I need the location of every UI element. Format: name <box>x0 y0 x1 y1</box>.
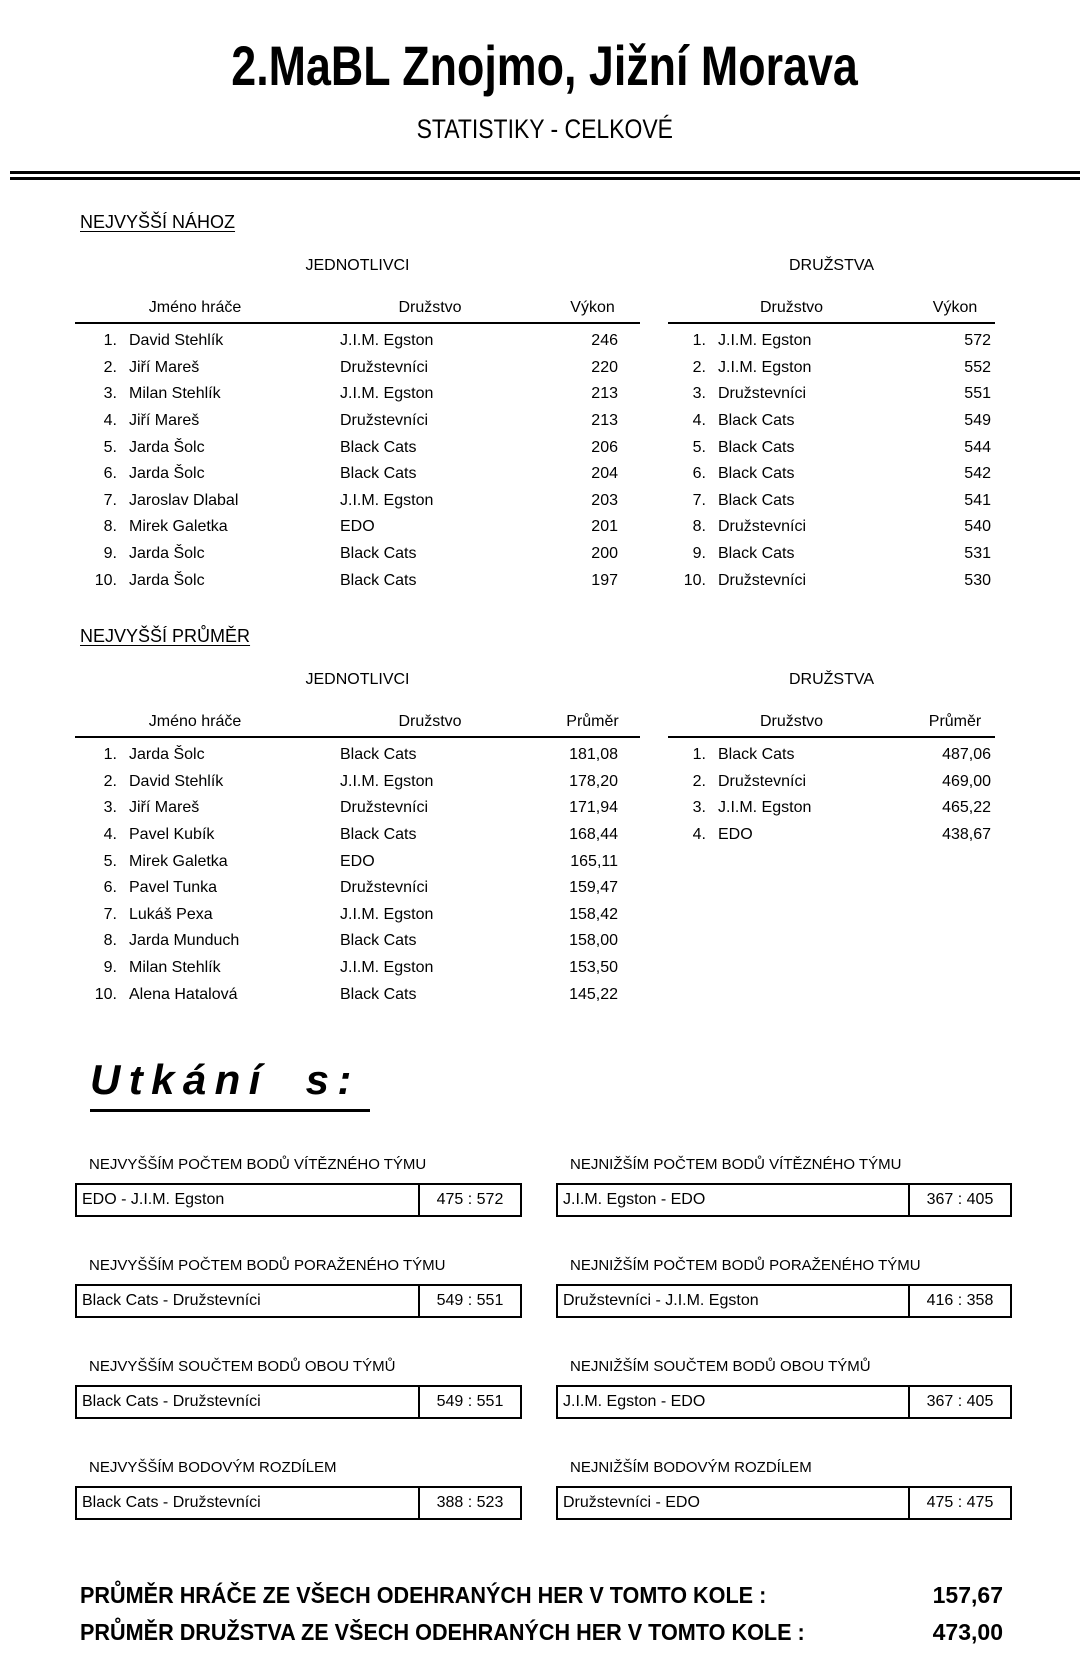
team-value: 549 <box>964 412 991 430</box>
player-value: 158,00 <box>569 932 618 950</box>
summary-label: PRŮMĚR DRUŽSTVA ZE VŠECH ODEHRANÝCH HER V TOMTO KOLE : <box>80 1619 805 1646</box>
team-name: J.I.M. Egston <box>718 332 812 350</box>
player-rank: 10. <box>94 571 117 589</box>
player-row <box>75 328 640 355</box>
team-name: J.I.M. Egston <box>718 358 812 376</box>
match-record <box>75 1156 522 1217</box>
player-rank: 2. <box>103 358 117 376</box>
player-team: Družstevníci <box>340 412 429 430</box>
match-category-label: NEJNIŽŠÍM SOUČTEM BODŮ OBOU TÝMŮ <box>570 1357 871 1375</box>
individuals-table-header <box>75 713 640 738</box>
player-team: Black Cats <box>340 932 417 950</box>
column-header-team: Družstvo <box>398 712 462 730</box>
player-value: 201 <box>591 518 618 536</box>
match-teams: J.I.M. Egston - EDO <box>563 1392 706 1410</box>
player-name: Milan Stehlík <box>129 958 221 976</box>
summary-value: 473,00 <box>932 1619 1003 1646</box>
column-header-player-name: Jméno hráče <box>148 712 242 730</box>
page-title <box>0 34 1090 97</box>
match-result-box <box>75 1486 522 1520</box>
highest-throw-columns <box>0 257 1090 594</box>
player-team: Družstevníci <box>340 879 429 897</box>
team-name: Black Cats <box>718 746 795 764</box>
team-value: 530 <box>964 571 991 589</box>
player-rank: 3. <box>103 799 117 817</box>
match-score: 475 : 572 <box>418 1185 520 1215</box>
player-value: 145,22 <box>569 985 618 1003</box>
team-rank: 4. <box>692 826 706 844</box>
team-row <box>668 822 995 849</box>
team-value: 469,00 <box>942 772 991 790</box>
column-header-value: Průměr <box>566 712 619 730</box>
team-row <box>668 381 995 408</box>
team-row <box>668 355 995 382</box>
match-category-label: NEJVYŠŠÍM POČTEM BODŮ PORAŽENÉHO TÝMU <box>89 1256 446 1274</box>
team-value: 541 <box>964 491 991 509</box>
player-rank: 9. <box>103 958 117 976</box>
match-record <box>556 1459 1012 1520</box>
section-highest-throw <box>0 212 1090 594</box>
player-team: Družstevníci <box>340 799 429 817</box>
team-row <box>668 408 995 435</box>
player-name: Mirek Galetka <box>129 852 228 870</box>
player-rank: 1. <box>103 332 117 350</box>
column-header-team: Družstvo <box>398 299 462 316</box>
player-rank: 6. <box>103 465 117 483</box>
team-rank: 2. <box>692 772 706 790</box>
player-name: David Stehlík <box>129 772 224 790</box>
player-value: 204 <box>591 465 618 483</box>
team-rank: 2. <box>692 358 706 376</box>
player-row <box>75 822 640 849</box>
team-row <box>668 461 995 488</box>
match-score: 549 : 551 <box>418 1286 520 1316</box>
teams-table-body <box>668 738 995 848</box>
player-team: J.I.M. Egston <box>340 905 434 923</box>
match-teams: EDO - J.I.M. Egston <box>82 1190 225 1208</box>
match-score: 416 : 358 <box>908 1286 1010 1316</box>
player-team: Black Cats <box>340 545 417 563</box>
player-row <box>75 848 640 875</box>
team-name: Black Cats <box>718 412 795 430</box>
team-name: Družstevníci <box>718 518 807 536</box>
teams-table-body <box>668 324 995 594</box>
player-value: 213 <box>591 412 618 430</box>
summary-row <box>80 1582 1003 1610</box>
player-row <box>75 381 640 408</box>
player-value: 178,20 <box>569 772 618 790</box>
team-row <box>668 567 995 594</box>
player-team: Black Cats <box>340 985 417 1003</box>
player-rank: 2. <box>103 772 117 790</box>
team-rank: 8. <box>692 518 706 536</box>
team-name: Družstevníci <box>718 385 807 403</box>
player-row <box>75 514 640 541</box>
section-matches-with <box>0 1056 1090 1520</box>
player-team: EDO <box>340 518 375 536</box>
player-name: Jarda Šolc <box>129 465 205 483</box>
match-category-label: NEJVYŠŠÍM BODOVÝM ROZDÍLEM <box>89 1458 337 1476</box>
match-teams: Black Cats - Družstevníci <box>82 1291 261 1309</box>
match-category-label: NEJNIŽŠÍM POČTEM BODŮ PORAŽENÉHO TÝMU <box>570 1256 921 1274</box>
group-title-teams: DRUŽSTVA <box>788 670 875 688</box>
individuals-table-header <box>75 299 640 324</box>
team-name: Black Cats <box>718 491 795 509</box>
player-name: Jarda Šolc <box>129 438 205 456</box>
match-category-label: NEJVYŠŠÍM POČTEM BODŮ VÍTĚZNÉHO TÝMU <box>89 1155 427 1173</box>
match-record <box>556 1358 1012 1419</box>
player-rank: 5. <box>103 438 117 456</box>
player-row <box>75 434 640 461</box>
team-value: 540 <box>964 518 991 536</box>
column-header-player-name: Jméno hráče <box>148 299 242 316</box>
player-value: 181,08 <box>569 746 618 764</box>
individuals-table-body <box>75 738 640 1008</box>
player-value: 213 <box>591 385 618 403</box>
teams-table-block <box>668 671 995 1008</box>
teams-table-block <box>668 257 995 594</box>
team-value: 544 <box>964 438 991 456</box>
rule-line-bottom <box>10 177 1080 180</box>
match-category-label: NEJVYŠŠÍM SOUČTEM BODŮ OBOU TÝMŮ <box>89 1357 396 1375</box>
matches-heading-text: Utkání s: <box>90 1056 370 1112</box>
team-value: 572 <box>964 332 991 350</box>
player-name: Lukáš Pexa <box>129 905 213 923</box>
player-name: Jaroslav Dlabal <box>129 491 239 509</box>
summary-block <box>80 1582 1003 1647</box>
match-result-box <box>75 1385 522 1419</box>
section-heading-highest-average: NEJVYŠŠÍ PRŮMĚR <box>80 625 251 646</box>
match-score: 388 : 523 <box>418 1488 520 1518</box>
team-row <box>668 742 995 769</box>
match-result-box <box>75 1183 522 1217</box>
player-name: Jarda Munduch <box>129 932 240 950</box>
player-rank: 1. <box>103 746 117 764</box>
double-rule-divider <box>10 171 1080 180</box>
group-title-individuals: JEDNOTLIVCI <box>305 670 410 688</box>
team-name: Družstevníci <box>718 772 807 790</box>
match-category-label: NEJNIŽŠÍM BODOVÝM ROZDÍLEM <box>570 1458 812 1476</box>
individuals-table-block <box>75 257 640 594</box>
player-name: Jarda Šolc <box>129 571 205 589</box>
match-score: 549 : 551 <box>418 1387 520 1417</box>
column-header-value: Výkon <box>570 299 615 316</box>
match-result-box <box>556 1284 1012 1318</box>
column-header-team: Družstvo <box>759 299 824 316</box>
team-name: Black Cats <box>718 438 795 456</box>
player-name: Pavel Kubík <box>129 826 215 844</box>
player-team: EDO <box>340 852 375 870</box>
player-value: 197 <box>591 571 618 589</box>
player-value: 203 <box>591 491 618 509</box>
column-header-value: Průměr <box>928 712 982 730</box>
player-rank: 5. <box>103 852 117 870</box>
player-rank: 6. <box>103 879 117 897</box>
match-score: 367 : 405 <box>908 1185 1010 1215</box>
player-name: Jiří Mareš <box>129 358 200 376</box>
player-value: 171,94 <box>569 799 618 817</box>
match-result-box <box>556 1385 1012 1419</box>
match-record <box>556 1156 1012 1217</box>
team-rank: 3. <box>692 385 706 403</box>
team-rank: 9. <box>692 545 706 563</box>
player-row <box>75 955 640 982</box>
team-row <box>668 769 995 796</box>
team-value: 487,06 <box>942 746 991 764</box>
player-name: Mirek Galetka <box>129 518 228 536</box>
match-teams: Družstevníci - EDO <box>563 1493 700 1511</box>
player-team: Black Cats <box>340 746 417 764</box>
player-value: 220 <box>591 358 618 376</box>
group-title-teams: DRUŽSTVA <box>788 257 875 274</box>
match-record <box>75 1358 522 1419</box>
player-name: Jarda Šolc <box>129 545 205 563</box>
team-name: Black Cats <box>718 545 795 563</box>
player-rank: 10. <box>94 985 117 1003</box>
player-team: Black Cats <box>340 826 417 844</box>
match-category-label: NEJNIŽŠÍM POČTEM BODŮ VÍTĚZNÉHO TÝMU <box>570 1155 902 1173</box>
team-name: Black Cats <box>718 465 795 483</box>
player-team: J.I.M. Egston <box>340 772 434 790</box>
player-row <box>75 875 640 902</box>
match-score: 475 : 475 <box>908 1488 1010 1518</box>
highest-average-columns <box>0 671 1090 1008</box>
team-row <box>668 328 995 355</box>
player-value: 206 <box>591 438 618 456</box>
player-team: J.I.M. Egston <box>340 958 434 976</box>
player-row <box>75 355 640 382</box>
player-rank: 9. <box>103 545 117 563</box>
team-value: 438,67 <box>942 826 991 844</box>
summary-row <box>80 1619 1003 1647</box>
player-rank: 7. <box>103 491 117 509</box>
player-rank: 4. <box>103 412 117 430</box>
team-rank: 7. <box>692 491 706 509</box>
team-rank: 6. <box>692 465 706 483</box>
match-teams: Družstevníci - J.I.M. Egston <box>563 1291 759 1309</box>
team-row <box>668 795 995 822</box>
individuals-table-body <box>75 324 640 594</box>
team-rank: 5. <box>692 438 706 456</box>
team-rank: 1. <box>692 746 706 764</box>
player-row <box>75 567 640 594</box>
matches-grid <box>0 1156 1090 1520</box>
match-record <box>75 1257 522 1318</box>
player-value: 153,50 <box>569 958 618 976</box>
player-name: Alena Hatalová <box>129 985 238 1003</box>
player-rank: 8. <box>103 932 117 950</box>
individuals-table-block <box>75 671 640 1008</box>
team-rank: 10. <box>683 571 706 589</box>
team-row <box>668 541 995 568</box>
team-name: EDO <box>718 826 753 844</box>
match-record <box>556 1257 1012 1318</box>
player-team: Black Cats <box>340 465 417 483</box>
player-row <box>75 981 640 1008</box>
team-name: Družstevníci <box>718 571 807 589</box>
player-team: J.I.M. Egston <box>340 332 434 350</box>
page-title-text: 2.MaBL Znojmo, Jižní Morava <box>231 34 859 97</box>
player-row <box>75 461 640 488</box>
team-row <box>668 434 995 461</box>
player-name: Milan Stehlík <box>129 385 221 403</box>
player-name: David Stehlík <box>129 332 224 350</box>
player-row <box>75 541 640 568</box>
player-name: Pavel Tunka <box>129 879 218 897</box>
summary-value: 157,67 <box>932 1581 1003 1608</box>
player-row <box>75 488 640 515</box>
player-team: Black Cats <box>340 438 417 456</box>
team-value: 531 <box>964 545 991 563</box>
player-rank: 7. <box>103 905 117 923</box>
player-team: Black Cats <box>340 571 417 589</box>
section-heading-highest-throw: NEJVYŠŠÍ NÁHOZ <box>80 212 236 232</box>
player-value: 159,47 <box>569 879 618 897</box>
match-result-box <box>556 1486 1012 1520</box>
match-teams: J.I.M. Egston - EDO <box>563 1190 706 1208</box>
player-row <box>75 742 640 769</box>
match-teams: Black Cats - Družstevníci <box>82 1392 261 1410</box>
match-result-box <box>75 1284 522 1318</box>
player-row <box>75 928 640 955</box>
player-row <box>75 769 640 796</box>
team-rank: 3. <box>692 799 706 817</box>
team-rank: 4. <box>692 412 706 430</box>
match-teams: Black Cats - Družstevníci <box>82 1493 261 1511</box>
player-name: Jiří Mareš <box>129 412 200 430</box>
teams-table-header <box>668 299 995 324</box>
team-row <box>668 514 995 541</box>
player-name: Jiří Mareš <box>129 799 200 817</box>
match-result-box <box>556 1183 1012 1217</box>
player-row <box>75 902 640 929</box>
teams-table-header <box>668 713 995 738</box>
team-value: 465,22 <box>942 799 991 817</box>
player-row <box>75 795 640 822</box>
player-row <box>75 408 640 435</box>
team-name: J.I.M. Egston <box>718 799 812 817</box>
matches-heading <box>90 1056 1090 1112</box>
rule-line-top <box>10 171 1080 174</box>
team-value: 551 <box>964 385 991 403</box>
column-header-value: Výkon <box>932 299 978 316</box>
player-team: J.I.M. Egston <box>340 385 434 403</box>
team-value: 552 <box>964 358 991 376</box>
page-subtitle <box>0 116 1090 143</box>
match-score: 367 : 405 <box>908 1387 1010 1417</box>
team-row <box>668 488 995 515</box>
player-rank: 3. <box>103 385 117 403</box>
player-rank: 4. <box>103 826 117 844</box>
player-value: 246 <box>591 332 618 350</box>
player-team: J.I.M. Egston <box>340 491 434 509</box>
player-value: 158,42 <box>569 905 618 923</box>
summary-label: PRŮMĚR HRÁČE ZE VŠECH ODEHRANÝCH HER V TOMTO KOLE : <box>80 1581 767 1608</box>
column-header-team: Družstvo <box>759 712 824 730</box>
page-subtitle-text: STATISTIKY - CELKOVÉ <box>416 114 674 144</box>
section-highest-average <box>0 626 1090 1008</box>
player-value: 165,11 <box>570 852 618 870</box>
team-rank: 1. <box>692 332 706 350</box>
player-value: 168,44 <box>569 826 618 844</box>
player-value: 200 <box>591 545 618 563</box>
player-rank: 8. <box>103 518 117 536</box>
player-team: Družstevníci <box>340 358 429 376</box>
player-name: Jarda Šolc <box>129 746 205 764</box>
team-value: 542 <box>964 465 991 483</box>
match-record <box>75 1459 522 1520</box>
group-title-individuals: JEDNOTLIVCI <box>305 257 410 274</box>
